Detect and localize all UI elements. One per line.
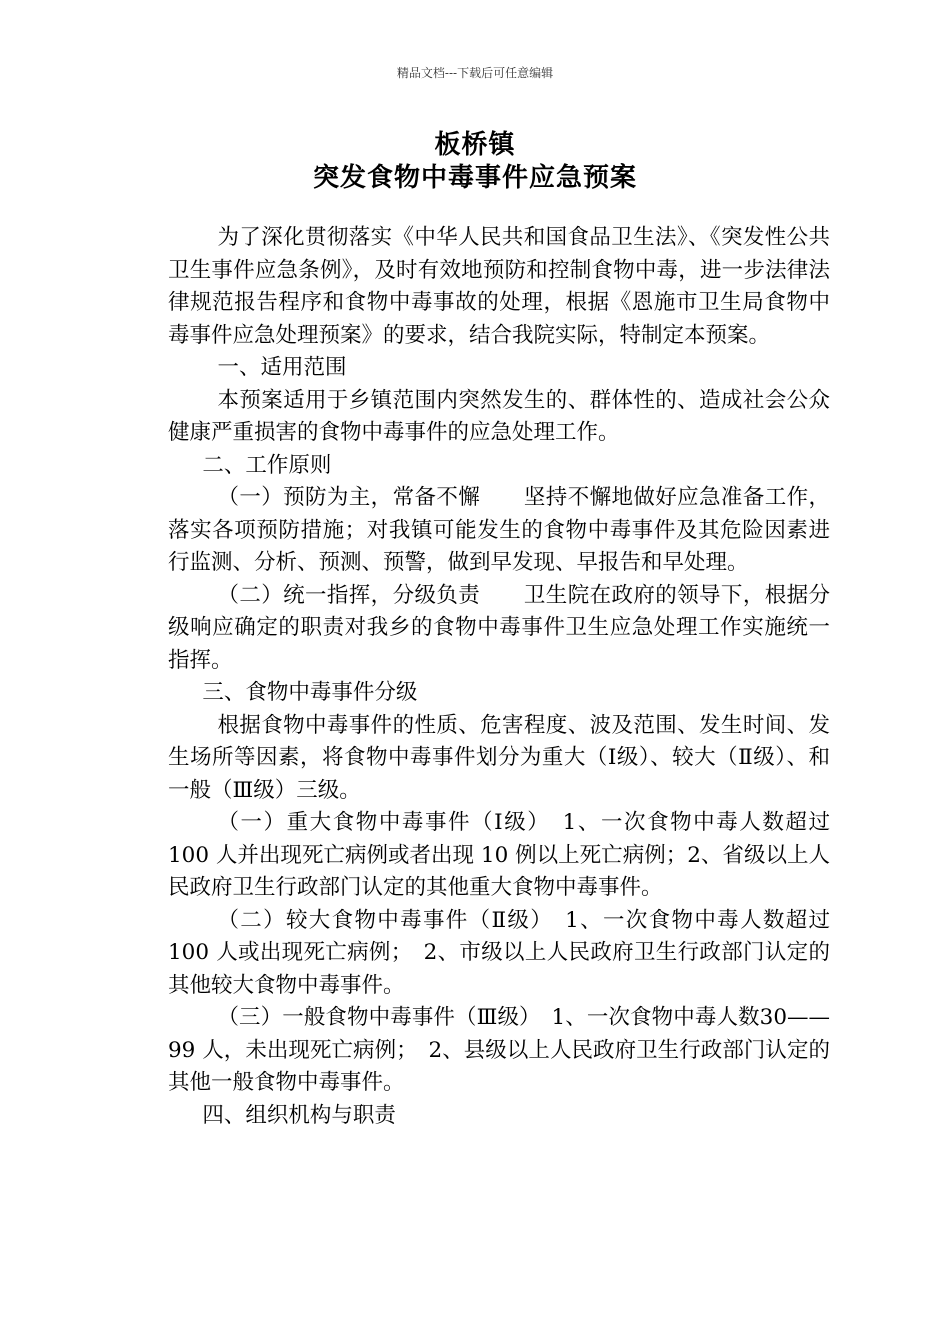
intro-paragraph: 为了深化贯彻落实《中华人民共和国食品卫生法》、《突发性公共卫生事件应急条例》，及时有效地预防和控制食物中毒，进一步法律法律规范报告程序和食物中毒事故的处理，根据《恩施市卫生局食物中毒事件应急处理预案》的要求，结合我院实际，特制定本预案。 (168, 225, 830, 348)
scope-paragraph: 本预案适用于乡镇范围内突然发生的、群体性的、造成社会公众健康严重损害的食物中毒事件的应急处理工作。 (168, 387, 830, 445)
section-heading-levels: 三、食物中毒事件分级 (202, 680, 418, 705)
header-note: 精品文档---下载后可任意编辑 (396, 66, 554, 80)
section-heading-principles: 二、工作原则 (202, 452, 332, 478)
level-2-paragraph: （二）较大食物中毒事件（Ⅱ级） 1、一次食物中毒人数超过 100 人或出现死亡病例； 2、市级以上人民政府卫生行政部门认定的其他较大食物中毒事件。 (168, 907, 830, 998)
document-title-line2: 突发食物中毒事件应急预案 (312, 163, 637, 193)
section-heading-organization: 四、组织机构与职责 (202, 1102, 396, 1128)
level-1-paragraph: （一）重大食物中毒事件（Ⅰ级） 1、一次食物中毒人数超过 100 人并出现死亡病例或者出现 10 例以上死亡病例；2、省级以上人民政府卫生行政部门认定的其他重大食物中毒事件。 (168, 810, 830, 900)
levels-paragraph: 根据食物中毒事件的性质、危害程度、波及范围、发生时间、发生场所等因素，将食物中毒事件划分为重大（Ⅰ级）、较大（Ⅱ级）、和一般（Ⅲ级）三级。 (168, 712, 830, 803)
document-body (168, 222, 830, 1132)
section-heading-scope: 一、适用范围 (217, 355, 347, 380)
principle-2-paragraph: （二）统一指挥，分级负责 卫生院在政府的领导下，根据分级响应确定的职责对我乡的食物中毒事件卫生应急处理工作实施统一指挥。 (168, 582, 830, 673)
principle-1-paragraph: （一）预防为主，常备不懈 坚持不懈地做好应急准备工作，落实各项预防措施；对我镇可能发生的食物中毒事件及其危险因素进行监测、分析、预测、预警，做到早发现、早报告和早处理。 (168, 485, 830, 575)
document-title-line1: 板桥镇 (434, 130, 516, 160)
level-3-paragraph: （三）一般食物中毒事件（Ⅲ级） 1、一次食物中毒人数30——99 人，未出现死亡病例； 2、县级以上人民政府卫生行政部门认定的其他一般食物中毒事件。 (168, 1005, 830, 1095)
